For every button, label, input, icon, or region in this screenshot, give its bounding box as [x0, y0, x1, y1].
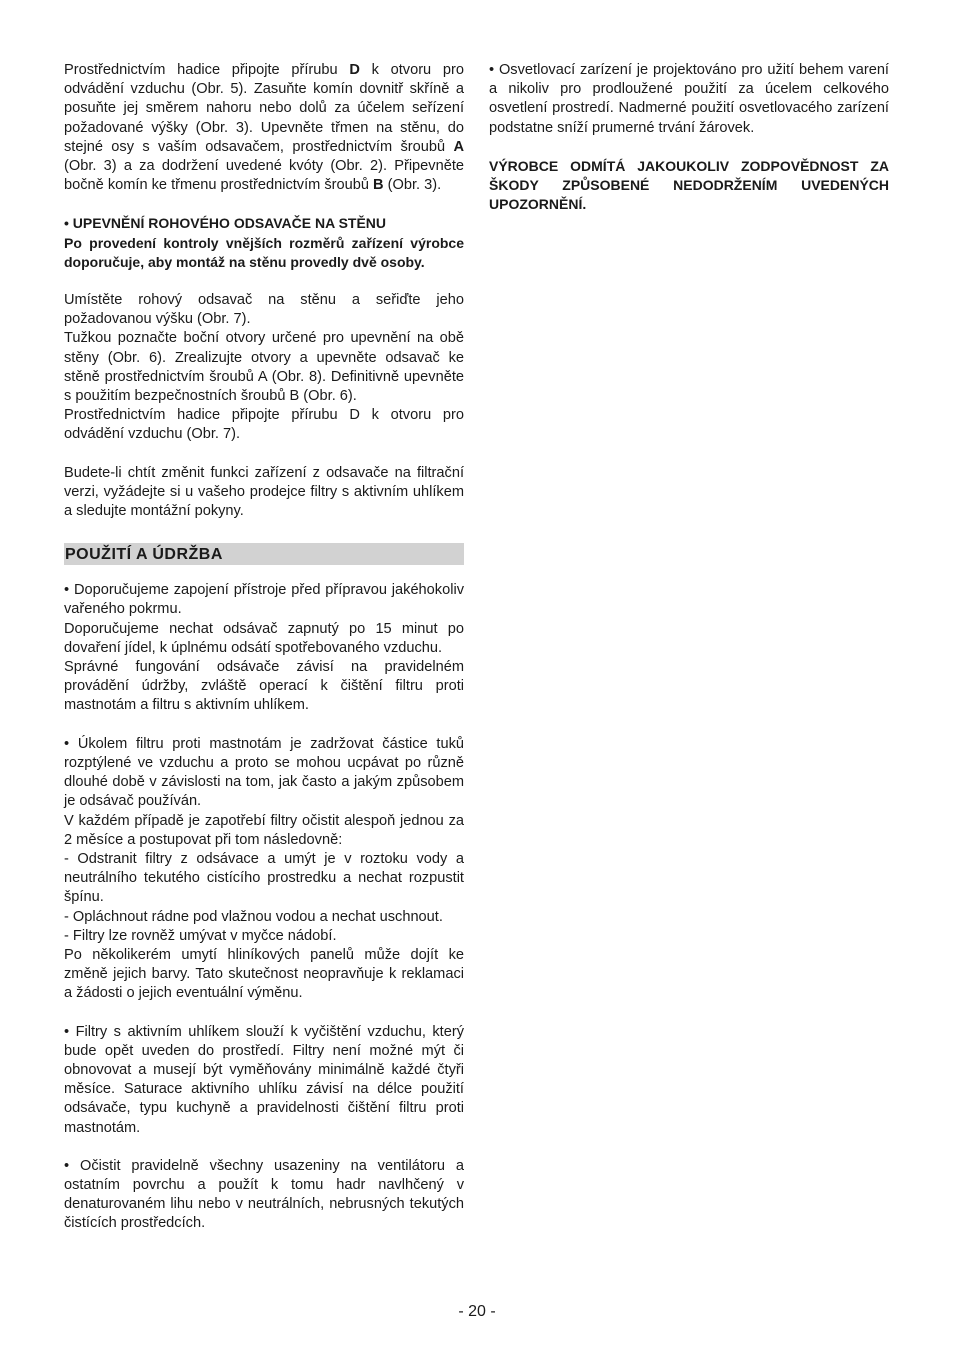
carbon-filter-bullet: • Filtry s aktivním uhlíkem slouží k vyčištění vzduchu, který bude opět uveden do prostředí. Filtry není možné mýt či obnovovat a musejí být vyměňovány minimálně každé čtyři měsíce. Saturace aktivního uhlíku závisí na délce použití odsávače, typu kuchyně a pravidelnosti čištění filtru proti mastnotám.	[64, 1023, 464, 1136]
text-run: (Obr. 3) a za dodržení uvedené kvóty (Obr. 2). Připevněte bočně komín ke třmenu prostřednictvím šroubů	[64, 158, 464, 194]
text-run: (Obr. 3).	[383, 177, 442, 194]
corner-hood-warning: Po provedení kontroly vnějších rozměrů zařízení výrobce doporučuje, aby montáž na stěnu provedly dvě osoby.	[64, 234, 464, 270]
grease-filter-step: - Odstranit filtry z odsávace a umýt je v roztoku vody a neutrálního tekutého cistícího prostredku a nechat rozpustit špínu.	[64, 850, 464, 906]
section-heading-use-maintenance: POUŽITÍ A ÚDRŽBA	[64, 543, 464, 565]
installation-paragraph	[64, 61, 464, 195]
label-a: A	[453, 138, 464, 155]
label-d: D	[349, 62, 360, 78]
left-column	[64, 61, 464, 1234]
grease-filter-note: Po několikerém umytí hliníkových panelů může dojít ke změně jejich barvy. Tato skutečnost neopravňuje k reklamaci a žádosti o jejich eventuální výměnu.	[64, 946, 464, 1002]
text-run: k otvoru pro odvádění vzduchu (Obr. 5). Zasuňte komín dovnitř skříně a posuňte jej směrem nahoru nebo dolů za účelem seřízení požadované výšky (Obr. 3). Upevněte třmen na stěnu, do stejné osy s vaším odsavačem, prostřednictvím šroubů	[64, 62, 464, 155]
right-column	[489, 61, 889, 214]
text-run: Prostřednictvím hadice připojte přírubu	[64, 62, 350, 78]
page-number: - 20 -	[458, 1303, 496, 1320]
grease-filter-step: - Opláchnout rádne pod vlažnou vodou a nechat uschnout.	[64, 908, 443, 925]
corner-step-mark-holes: Tužkou poznačte boční otvory určené pro upevnění na obě stěny (Obr. 6). Zrealizujte otvory a upevněte odsavač ke stěně prostřednictvím šroubů A (Obr. 8). Definitivně upevněte s použitím bezpečnostních šroubů B (Obr. 6).	[64, 330, 464, 405]
use-paragraph: Doporučujeme nechat odsávač zapnutý po 15 minut po dovaření jídel, k úplnému odsátí spotřebovaného vzduchu.	[64, 620, 464, 656]
filter-version-paragraph: Budete-li chtít změnit funkci zařízení z odsavače na filtrační verzi, vyžádejte si u vašeho prodejce filtry s aktivním uhlíkem a sledujte montážní pokyny.	[64, 464, 464, 520]
grease-filter-bullet: • Úkolem filtru proti mastnotám je zadržovat částice tuků rozptýlené ve vzduchu a proto se mohou ucpávat po různě dlouhé době v závislosti na tom, jak často a jakým způsobem je odsávač používán.	[64, 735, 464, 810]
label-b: B	[373, 177, 384, 194]
grease-filter-step: - Filtry lze rovněž umývat v myčce nádobí.	[64, 927, 337, 944]
grease-filter-paragraph: V každém případě je zapotřebí filtry očistit alespoň jednou za 2 měsíce a postupovat při tom následovně:	[64, 812, 464, 848]
corner-step-connect-hose: Prostřednictvím hadice připojte přírubu D k otvoru pro odvádění vzduchu (Obr. 7).	[64, 407, 464, 443]
use-bullet: • Doporučujeme zapojení přístroje před přípravou jakéhokoliv vařeného pokrmu.	[64, 582, 464, 618]
corner-step-position: Umístěte rohový odsavač na stěnu a seřiďte jeho požadovanou výšku (Obr. 7).	[64, 292, 464, 328]
disclaimer-text: VÝROBCE ODMÍTÁ JAKOUKOLIV ZODPOVĚDNOST ZA ŠKODY ZPŮSOBENÉ NEDODRŽENÍM UVEDENÝCH UPOZORNĚNÍ.	[489, 157, 889, 213]
lighting-bullet: • Osvetlovací zarízení je projektováno pro užití behem varení a nikoliv pro prodloužené použití za úcelem celkového osvetlení prostredí. Nadmerné použití osvetlovacého zarízení podstatne sníží prumerné trvání žárovek.	[489, 62, 889, 136]
use-paragraph: Správné fungování odsávače závisí na pravidelném provádění údržby, zvláště operací k čištění filtru proti mastnotám a filtru s aktivním uhlíkem.	[64, 659, 464, 714]
corner-hood-heading: • UPEVNĚNÍ ROHOVÉHO ODSAVAČE NA STĚNU	[64, 215, 387, 232]
cleaning-bullet: • Očistit pravidelně všechny usazeniny na ventilátoru a ostatním povrchu a použít k tomu hadr navlhčený v denaturovaném lihu nebo v neutrálních, nebrusných tekutých čistících prostředcích.	[64, 1157, 464, 1232]
